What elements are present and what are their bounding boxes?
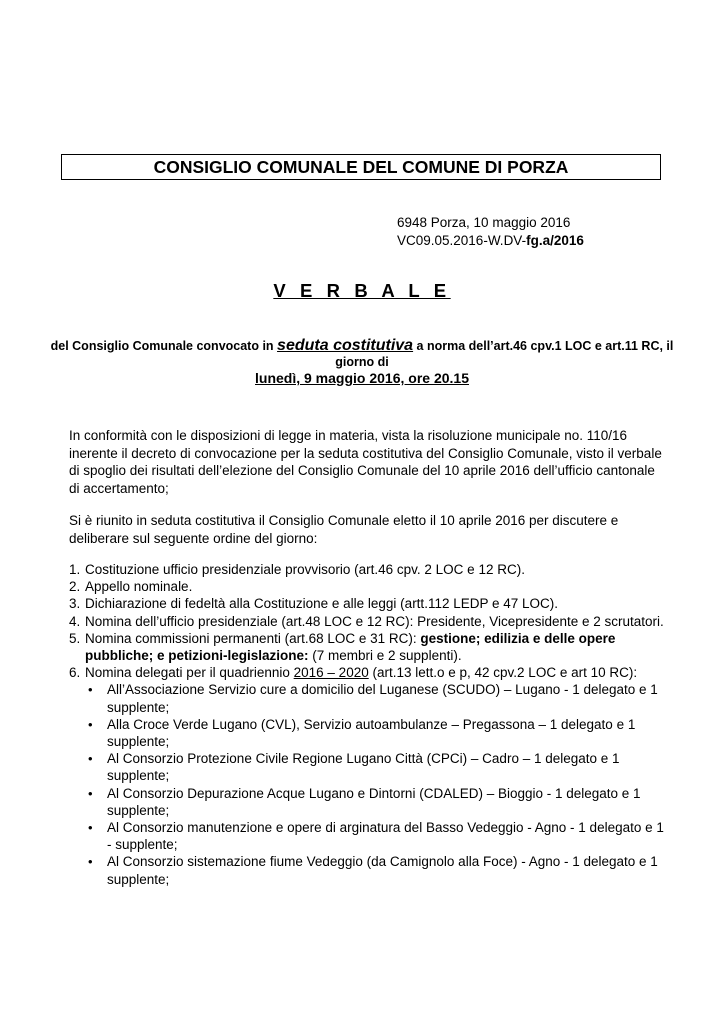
agenda-item-number: 3.	[69, 596, 81, 612]
agenda-item-text: Appello nominale.	[85, 579, 193, 595]
bullet-icon: •	[88, 785, 93, 801]
session-type: seduta costitutiva	[277, 337, 414, 354]
reference-code	[397, 232, 584, 250]
agenda-item	[69, 578, 669, 595]
delegate-item-text: All’Associazione Servizio cure a domicilio del Luganese (SCUDO) – Lugano - 1 delegato e 1 supplente;	[107, 682, 658, 715]
agenda-item-text: Nomina dell’ufficio presidenziale (art.48 LOC e 12 RC): Presidente, Vicepresidente e 2 scrutatori.	[85, 613, 664, 629]
delegate-item	[85, 750, 669, 784]
delegate-item	[85, 785, 669, 819]
delegate-item-text: Al Consorzio Depurazione Acque Lugano e Dintorni (CDALED) – Bioggio - 1 delegato e 1 supplente;	[107, 785, 641, 818]
delegate-item	[85, 681, 669, 715]
agenda-item-text: Costituzione ufficio presidenziale provvisorio (art.46 cpv. 2 LOC e 12 RC).	[85, 562, 525, 577]
delegate-item	[85, 853, 669, 887]
session-text-1: del Consiglio Comunale convocato in	[50, 339, 278, 353]
intro-paragraph: In conformità con le disposizioni di legge in materia, vista la risoluzione municipale no. 110/16 inerente il decreto di convocazione per la seduta costitutiva del Consiglio Comunale, visto il verbale di spoglio dei risultati dell’elezione del Consiglio Comunale del 10 aprile 2016 dell’ufficio cantonale di accertamento;	[69, 428, 662, 496]
agenda-item-text: Dichiarazione di fedeltà alla Costituzione e alle leggi (artt.112 LEDP e 47 LOC).	[85, 596, 559, 612]
session-description	[40, 338, 684, 386]
agenda-item-period: 2016 – 2020	[293, 665, 369, 681]
bullet-icon: •	[88, 716, 93, 732]
agenda-item-text: (art.13 lett.o e p, 42 cpv.2 LOC e art 10 RC):	[368, 665, 638, 681]
agenda-item	[69, 664, 669, 888]
agenda-item-number: 4.	[69, 613, 81, 629]
agenda-item-number: 2.	[69, 579, 81, 595]
bullet-icon: •	[88, 682, 93, 698]
agenda-list	[69, 561, 669, 888]
agenda-item	[69, 613, 669, 630]
agenda-item	[69, 630, 669, 664]
place-date: 6948 Porza, 10 maggio 2016	[397, 215, 571, 230]
agenda-item-text: Nomina delegati per il quadriennio	[85, 665, 294, 681]
delegate-item-text: Alla Croce Verde Lugano (CVL), Servizio autoambulanze – Pregassona – 1 delegato e 1 supplente;	[107, 716, 636, 750]
verbale-heading: V E R B A L E	[273, 280, 451, 301]
bullet-icon: •	[88, 854, 93, 870]
agenda-item-text-bold: gestione; edilizia e delle opere pubbliche; e petizioni-legislazione:	[85, 630, 616, 664]
delegate-item-text: Al Consorzio sistemazione fiume Vedeggio (da Camignolo alla Foce) - Agno - 1 delegato e 1 supplente;	[107, 854, 658, 887]
agenda-item-text: (7 membri e 2 supplenti).	[308, 648, 462, 664]
reference-prefix: VC09.05.2016-W.DV-	[397, 233, 527, 248]
delegates-list	[85, 681, 669, 887]
agenda-item-text: Nomina commissioni permanenti (art.68 LOC e 31 RC):	[85, 630, 421, 646]
agenda-item-number: 6.	[69, 665, 81, 681]
agenda-item	[69, 561, 669, 578]
delegate-item	[85, 819, 669, 853]
session-text-2: a norma dell’art.46 cpv.1 LOC e art.11 RC, il giorno di	[335, 339, 674, 369]
agenda-item-number: 1.	[69, 562, 81, 577]
document-meta	[397, 214, 584, 250]
session-date: lunedì, 9 maggio 2016, ore 20.15	[255, 370, 469, 386]
agenda-intro-paragraph: Si è riunito in seduta costitutiva il Consiglio Comunale eletto il 10 aprile 2016 per discutere e deliberare sul seguente ordine del giorno:	[69, 513, 619, 546]
reference-suffix: fg.a/2016	[526, 233, 584, 248]
agenda-item-number: 5.	[69, 630, 81, 646]
delegate-item-text: Al Consorzio manutenzione e opere di arginatura del Basso Vedeggio - Agno - 1 delegato e 1 - supplente;	[107, 820, 664, 853]
bullet-icon: •	[88, 820, 93, 836]
delegate-item	[85, 716, 669, 750]
bullet-icon: •	[88, 751, 93, 767]
document-title: CONSIGLIO COMUNALE DEL COMUNE DI PORZA	[61, 154, 661, 180]
delegate-item-text: Al Consorzio Protezione Civile Regione Lugano Città (CPCi) – Cadro – 1 delegato e 1 supplente;	[107, 751, 620, 784]
agenda-item	[69, 595, 669, 612]
